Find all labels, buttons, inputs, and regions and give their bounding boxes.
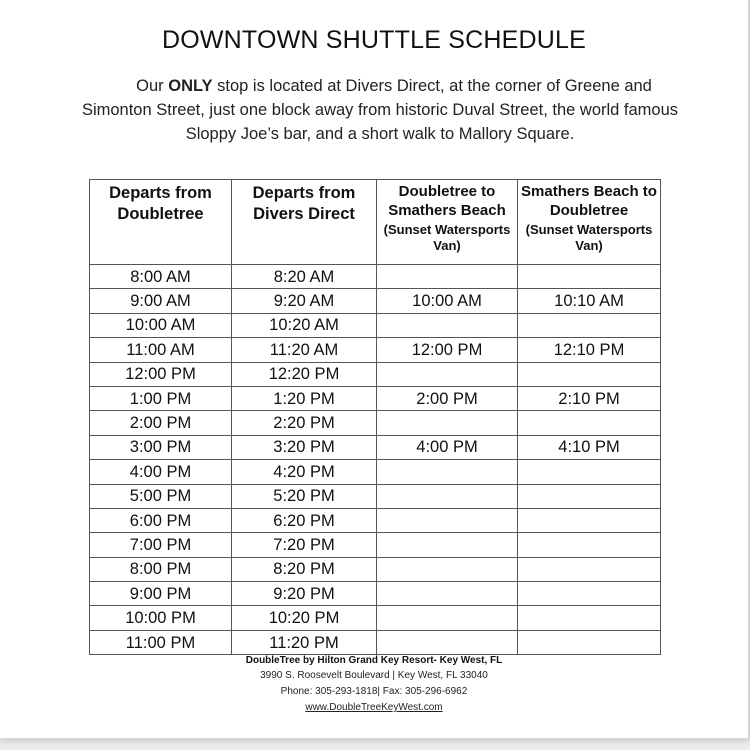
- table-cell: 2:20 PM: [232, 411, 377, 435]
- table-cell: 12:00 PM: [377, 338, 518, 362]
- table-row: [90, 313, 661, 337]
- table-cell: 10:00 AM: [377, 289, 518, 313]
- table-row: [90, 484, 661, 508]
- table-cell: 9:00 PM: [90, 582, 232, 606]
- table-cell: 3:20 PM: [232, 435, 377, 459]
- table-cell: 4:00 PM: [377, 435, 518, 459]
- table-cell: [377, 362, 518, 386]
- table-cell: 12:00 PM: [90, 362, 232, 386]
- table-cell: [377, 313, 518, 337]
- header-label: Departs from Doubletree: [109, 184, 212, 223]
- table-cell: 5:00 PM: [90, 484, 232, 508]
- table-cell: 1:00 PM: [90, 386, 232, 410]
- header-label: Departs from Divers Direct: [252, 184, 356, 223]
- table-cell: 9:20 PM: [232, 582, 377, 606]
- header-departs-doubletree: [90, 180, 232, 265]
- table-cell: 10:00 PM: [90, 606, 232, 630]
- table-cell: [518, 630, 661, 654]
- table-cell: 11:00 PM: [90, 630, 232, 654]
- table-row: [90, 606, 661, 630]
- table-row: [90, 411, 661, 435]
- table-cell: 2:00 PM: [377, 386, 518, 410]
- table-cell: 6:00 PM: [90, 508, 232, 532]
- intro-text-rest: stop is located at Divers Direct, at the corner of Greene and Simonton Street, just one block away from historic Duval Street, the world famous Sloppy Joe’s bar, and a short walk to Mallory Square.: [81, 77, 679, 143]
- table-cell: 2:00 PM: [90, 411, 232, 435]
- header-sublabel: (Sunset Watersports Van): [383, 222, 511, 253]
- header-label: Doubletree to Smathers Beach: [388, 183, 506, 219]
- table-row: [90, 533, 661, 557]
- table-cell: [377, 557, 518, 581]
- table-cell: [518, 557, 661, 581]
- table-cell: 12:10 PM: [518, 338, 661, 362]
- table-cell: [518, 582, 661, 606]
- table-cell: 11:00 AM: [90, 338, 232, 362]
- header-doubletree-to-smathers: [377, 180, 518, 265]
- table-cell: 9:20 AM: [232, 289, 377, 313]
- table-cell: [518, 484, 661, 508]
- table-cell: [377, 484, 518, 508]
- table-cell: [518, 265, 661, 289]
- table-cell: 11:20 AM: [232, 338, 377, 362]
- table-cell: [377, 630, 518, 654]
- table-cell: 4:20 PM: [232, 460, 377, 484]
- table-cell: [377, 265, 518, 289]
- table-cell: [377, 460, 518, 484]
- header-smathers-to-doubletree: [518, 180, 661, 265]
- table-row: [90, 386, 661, 410]
- table-row: [90, 362, 661, 386]
- table-row: [90, 508, 661, 532]
- table-cell: 10:20 PM: [232, 606, 377, 630]
- table-row: [90, 630, 661, 654]
- table-cell: 7:20 PM: [232, 533, 377, 557]
- table-row: [90, 460, 661, 484]
- header-departs-divers-direct: [232, 180, 377, 265]
- table-row: [90, 338, 661, 362]
- table-row: [90, 557, 661, 581]
- table-cell: [518, 508, 661, 532]
- table-cell: [377, 508, 518, 532]
- table-cell: 8:00 PM: [90, 557, 232, 581]
- intro-emphasis: ONLY: [168, 77, 213, 95]
- table-cell: 7:00 PM: [90, 533, 232, 557]
- table-row: [90, 435, 661, 459]
- intro-text-start: Our: [136, 77, 169, 95]
- table-cell: [518, 606, 661, 630]
- table-row: [90, 289, 661, 313]
- footer-address: 3990 S. Roosevelt Boulevard | Key West, FL 33040: [260, 670, 488, 681]
- table-cell: 3:00 PM: [90, 435, 232, 459]
- table-cell: [377, 582, 518, 606]
- table-cell: 12:20 PM: [232, 362, 377, 386]
- table-cell: 8:20 AM: [232, 265, 377, 289]
- table-cell: 4:00 PM: [90, 460, 232, 484]
- table-cell: 8:00 AM: [90, 265, 232, 289]
- shuttle-schedule-table: [89, 179, 661, 655]
- footer: [0, 654, 748, 716]
- table-cell: [518, 313, 661, 337]
- table-cell: 11:20 PM: [232, 630, 377, 654]
- table-cell: 10:20 AM: [232, 313, 377, 337]
- header-label: Smathers Beach to Doubletree: [521, 183, 657, 219]
- intro-paragraph: [80, 74, 680, 146]
- table-cell: [518, 411, 661, 435]
- footer-website-link[interactable]: www.DoubleTreeKeyWest.com: [305, 702, 443, 713]
- table-cell: [518, 460, 661, 484]
- table-cell: 1:20 PM: [232, 386, 377, 410]
- footer-hotel-name: DoubleTree by Hilton Grand Key Resort- Key West, FL: [245, 655, 503, 666]
- footer-phone-fax: Phone: 305-293-1818| Fax: 305-296-6962: [280, 686, 468, 697]
- table-cell: 6:20 PM: [232, 508, 377, 532]
- table-cell: 5:20 PM: [232, 484, 377, 508]
- table-row: [90, 582, 661, 606]
- table-row: [90, 265, 661, 289]
- table-cell: [518, 533, 661, 557]
- table-cell: 9:00 AM: [90, 289, 232, 313]
- header-sublabel: (Sunset Watersports Van): [525, 222, 653, 253]
- table-cell: 10:00 AM: [90, 313, 232, 337]
- table-cell: 10:10 AM: [518, 289, 661, 313]
- table-cell: [377, 533, 518, 557]
- table-header-row: [90, 180, 661, 265]
- table-cell: 8:20 PM: [232, 557, 377, 581]
- page-title: DOWNTOWN SHUTTLE SCHEDULE: [161, 26, 586, 54]
- table-cell: 4:10 PM: [518, 435, 661, 459]
- table-cell: [377, 606, 518, 630]
- table-cell: [377, 411, 518, 435]
- table-cell: [518, 362, 661, 386]
- table-cell: 2:10 PM: [518, 386, 661, 410]
